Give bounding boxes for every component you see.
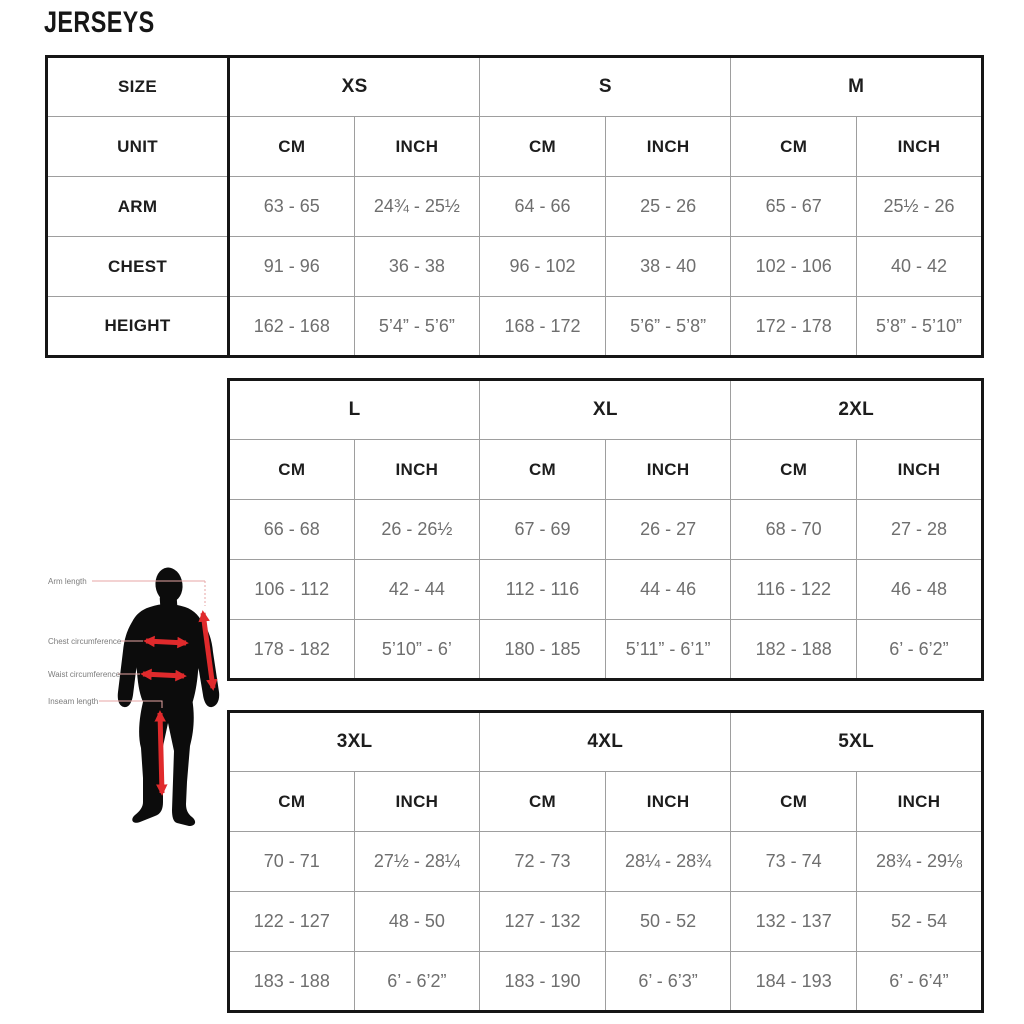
cell-height-4xl-inch: 6’ - 6’3” [605, 952, 731, 1012]
cell-chest-2xl-inch: 46 - 48 [856, 560, 982, 620]
unit-header-2xl-inch: INCH [856, 440, 982, 500]
cell-height-5xl-cm: 184 - 193 [731, 952, 857, 1012]
cell-chest-l-cm: 106 - 112 [229, 560, 355, 620]
cell-arm-xs-inch: 24¾ - 25½ [354, 177, 480, 237]
figure-labels [48, 577, 122, 706]
size-header-2xl: 2XL [731, 380, 983, 440]
cell-height-m-cm: 172 - 178 [731, 297, 857, 357]
cell-chest-s-inch: 38 - 40 [605, 237, 731, 297]
cell-arm-5xl-cm: 73 - 74 [731, 832, 857, 892]
cell-chest-4xl-inch: 50 - 52 [605, 892, 731, 952]
unit-header-xs-cm: CM [229, 117, 355, 177]
size-table-xs-s-m [45, 55, 984, 358]
page-title: JERSEYS [44, 6, 155, 39]
unit-header-5xl-cm: CM [731, 772, 857, 832]
cell-arm-5xl-inch: 28¾ - 29⅛ [856, 832, 982, 892]
cell-chest-4xl-cm: 127 - 132 [480, 892, 606, 952]
cell-chest-2xl-cm: 116 - 122 [731, 560, 857, 620]
cell-arm-l-inch: 26 - 26½ [354, 500, 480, 560]
corner-size-label: SIZE [47, 57, 229, 117]
cell-height-s-inch: 5’6” - 5’8” [605, 297, 731, 357]
cell-chest-5xl-inch: 52 - 54 [856, 892, 982, 952]
cell-height-l-inch: 5’10” - 6’ [354, 620, 480, 680]
cell-chest-l-inch: 42 - 44 [354, 560, 480, 620]
size-header-s: S [480, 57, 731, 117]
cell-arm-s-inch: 25 - 26 [605, 177, 731, 237]
arm-length-label: Arm length [48, 577, 87, 586]
cell-height-3xl-inch: 6’ - 6’2” [354, 952, 480, 1012]
size-header-l: L [229, 380, 480, 440]
unit-header-5xl-inch: INCH [856, 772, 982, 832]
unit-header-xl-inch: INCH [605, 440, 731, 500]
cell-arm-s-cm: 64 - 66 [480, 177, 606, 237]
cell-arm-m-inch: 25½ - 26 [857, 177, 983, 237]
unit-header-s-cm: CM [480, 117, 606, 177]
cell-chest-xl-inch: 44 - 46 [605, 560, 731, 620]
row-label-arm: ARM [47, 177, 229, 237]
cell-height-xs-inch: 5’4” - 5’6” [354, 297, 480, 357]
inseam-length-arrow [160, 713, 162, 793]
size-table-l-xl-2xl [227, 378, 984, 681]
inseam-length-label: Inseam length [48, 697, 99, 706]
cell-arm-2xl-cm: 68 - 70 [731, 500, 857, 560]
cell-arm-xl-inch: 26 - 27 [605, 500, 731, 560]
size-header-xl: XL [480, 380, 731, 440]
cell-arm-l-cm: 66 - 68 [229, 500, 355, 560]
cell-height-3xl-cm: 183 - 188 [229, 952, 355, 1012]
size-header-4xl: 4XL [480, 712, 731, 772]
unit-header-s-inch: INCH [605, 117, 731, 177]
chest-circumference-label: Chest circumference [48, 637, 122, 646]
unit-header-3xl-inch: INCH [354, 772, 480, 832]
cell-height-5xl-inch: 6’ - 6’4” [856, 952, 982, 1012]
cell-chest-m-cm: 102 - 106 [731, 237, 857, 297]
row-label-height: HEIGHT [47, 297, 229, 357]
cell-arm-m-cm: 65 - 67 [731, 177, 857, 237]
cell-height-2xl-cm: 182 - 188 [731, 620, 857, 680]
unit-header-l-inch: INCH [354, 440, 480, 500]
waist-circumference-arrow [143, 674, 184, 676]
cell-chest-3xl-cm: 122 - 127 [229, 892, 355, 952]
row-label-chest: CHEST [47, 237, 229, 297]
size-header-xs: XS [229, 57, 480, 117]
cell-chest-xl-cm: 112 - 116 [480, 560, 606, 620]
unit-header-xs-inch: INCH [354, 117, 480, 177]
unit-header-l-cm: CM [229, 440, 355, 500]
cell-arm-2xl-inch: 27 - 28 [856, 500, 982, 560]
corner-unit-label: UNIT [47, 117, 229, 177]
unit-header-2xl-cm: CM [731, 440, 857, 500]
male-silhouette [118, 566, 219, 826]
cell-arm-3xl-cm: 70 - 71 [229, 832, 355, 892]
cell-height-xs-cm: 162 - 168 [229, 297, 355, 357]
unit-header-4xl-cm: CM [480, 772, 606, 832]
chest-circumference-arrow [146, 641, 186, 643]
cell-arm-xs-cm: 63 - 65 [229, 177, 355, 237]
waist-circumference-label: Waist circumference [48, 670, 121, 679]
cell-height-xl-cm: 180 - 185 [480, 620, 606, 680]
cell-chest-xs-inch: 36 - 38 [354, 237, 480, 297]
cell-chest-3xl-inch: 48 - 50 [354, 892, 480, 952]
cell-height-m-inch: 5’8” - 5’10” [857, 297, 983, 357]
unit-header-m-cm: CM [731, 117, 857, 177]
body-measurement-diagram [0, 545, 230, 845]
unit-header-xl-cm: CM [480, 440, 606, 500]
size-header-m: M [731, 57, 983, 117]
cell-height-4xl-cm: 183 - 190 [480, 952, 606, 1012]
cell-chest-xs-cm: 91 - 96 [229, 237, 355, 297]
size-header-3xl: 3XL [229, 712, 480, 772]
unit-header-3xl-cm: CM [229, 772, 355, 832]
cell-arm-3xl-inch: 27½ - 28¼ [354, 832, 480, 892]
cell-height-xl-inch: 5’11” - 6’1” [605, 620, 731, 680]
cell-arm-xl-cm: 67 - 69 [480, 500, 606, 560]
cell-chest-5xl-cm: 132 - 137 [731, 892, 857, 952]
cell-chest-m-inch: 40 - 42 [857, 237, 983, 297]
size-header-5xl: 5XL [731, 712, 983, 772]
unit-header-4xl-inch: INCH [605, 772, 731, 832]
cell-height-l-cm: 178 - 182 [229, 620, 355, 680]
unit-header-m-inch: INCH [857, 117, 983, 177]
cell-height-s-cm: 168 - 172 [480, 297, 606, 357]
cell-arm-4xl-cm: 72 - 73 [480, 832, 606, 892]
cell-height-2xl-inch: 6’ - 6’2” [856, 620, 982, 680]
silhouette-left-arm [118, 619, 140, 707]
cell-chest-s-cm: 96 - 102 [480, 237, 606, 297]
silhouette-torso [131, 604, 204, 704]
cell-arm-4xl-inch: 28¼ - 28¾ [605, 832, 731, 892]
size-table-3xl-4xl-5xl [227, 710, 984, 1013]
